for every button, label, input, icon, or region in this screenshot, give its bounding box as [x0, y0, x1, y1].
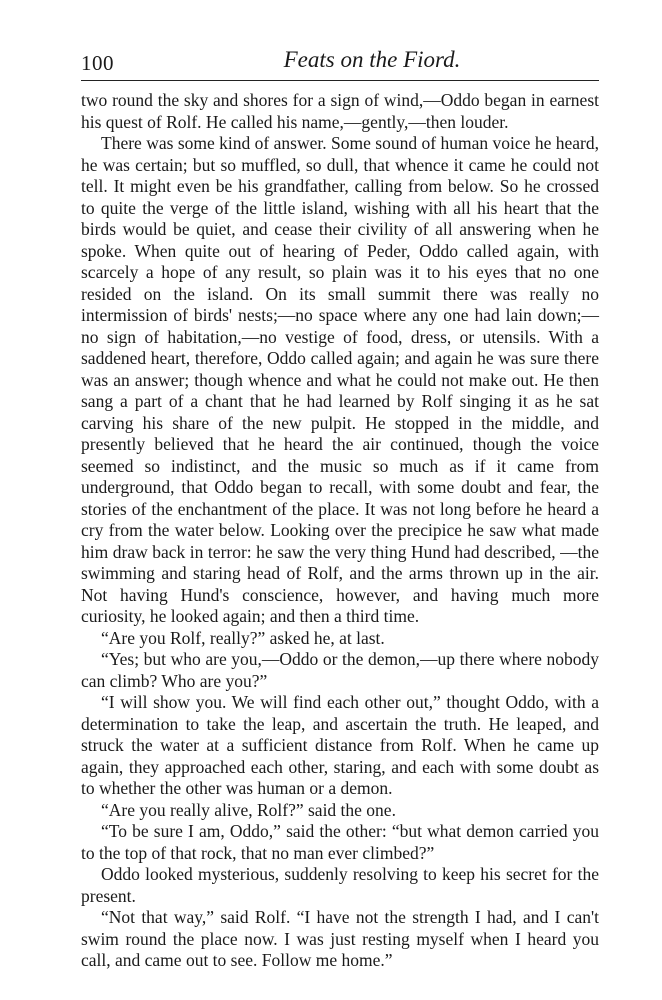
page-number: 100	[81, 51, 114, 75]
running-title: Feats on the Fiord.	[283, 47, 461, 72]
paragraph: “Are you Rolf, really?” asked he, at last.	[101, 627, 385, 648]
paragraph: There was some kind of answer. Some sound of human voice he heard, he was certain; but so muffled, so dull, that whence it came he could not tell. It might even be his grandfather, calling from below. So he crossed to quite the verge of the little island, wishing with all his heart that the birds would be quiet, and cease their civility of all answering when he spoke. When quite out of hearing of Peder, Oddo called again, with scarcely a hope of any result, so plain was it to his eyes that no one resided on the island. On its small summit there was really no intermission of birds' nests;—no space where any one had lain down;—no sign of habitation,—no vestige of food, dress, or utensils. With a saddened heart, therefore, Oddo called again; and again he was sure there was an answer; though whence and what he could not make out. He then sang a part of a chant that he had learned by Rolf singing it as he sat carving his share of the new pulpit. He stopped in the middle, and presently believed that he heard the air continued, though the voice seemed so indistinct, and the music so much as if it came from underground, that Oddo began to recall, with some doubt and fear, the stories of the enchantment of the place. It was not long before he heard a cry from the water below. Looking over the precipice he saw what made him draw back in terror: he saw the very thing Hund had described, —the swimming and staring head of Rolf, and the arms thrown up in the air. Not having Hund's conscience, however, and having much more curiosity, he looked again; and then a third time.	[81, 133, 599, 626]
paragraph: two round the sky and shores for a sign of wind,—Oddo began in earnest his quest of Rolf. He called his name,—gently,—then louder.	[81, 90, 599, 132]
paragraph: “Yes; but who are you,—Oddo or the demon,—up there where nobody can climb? Who are you?”	[81, 649, 599, 691]
page-header	[81, 45, 599, 81]
paragraph: “Are you really alive, Rolf?” said the one.	[101, 799, 396, 820]
paragraph: “Not that way,” said Rolf. “I have not the strength I had, and I can't swim round the place now. I was just resting myself when I heard you call, and came out to see. Follow me home.”	[81, 907, 599, 970]
paragraph: “To be sure I am, Oddo,” said the other: “but what demon carried you to the top of that rock, that no man ever climbed?”	[81, 821, 599, 863]
header-rule	[81, 80, 599, 81]
paragraph: Oddo looked mysterious, suddenly resolving to keep his secret for the present.	[81, 864, 599, 906]
body-text	[81, 90, 599, 972]
paragraph: “I will show you. We will find each other out,” thought Oddo, with a determination to take the leap, and ascertain the truth. He leaped, and struck the water at a sufficient distance from Rolf. When he came up again, they approached each other, staring, and each with some doubt as to whether the other was human or a demon.	[81, 692, 599, 798]
